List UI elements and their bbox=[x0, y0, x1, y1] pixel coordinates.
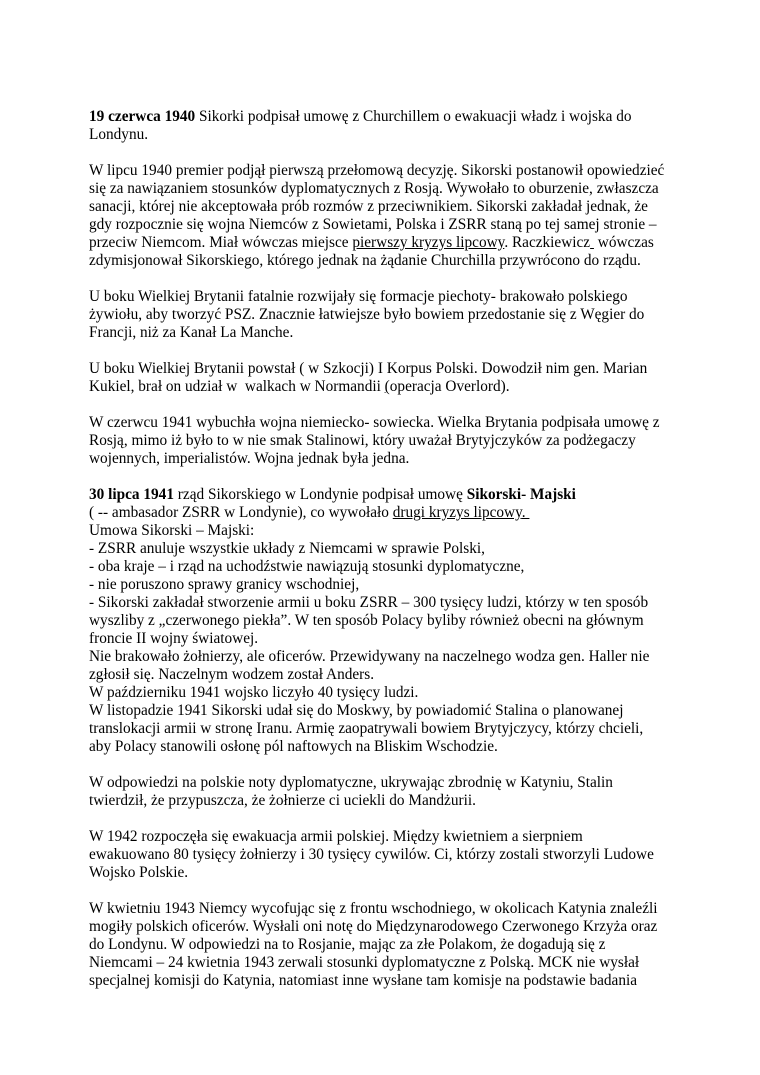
text-line: U boku Wielkiej Brytanii powstał ( w Szkocji) I Korpus Polski. Dowodził nim gen. Marian bbox=[89, 360, 648, 377]
text-line: W kwietniu 1943 Niemcy wycofując się z frontu wschodniego, w okolicach Katynia znaleźli bbox=[89, 900, 658, 917]
text-line: translokacji armii w stronę Iranu. Armię zaopatrywali bowiem Brytyjczycy, którzy chcieli, bbox=[89, 720, 644, 737]
list-item: - ZSRR anuluje wszystkie układy z Niemcami w sprawie Polski, bbox=[89, 540, 485, 557]
list-item: - oba kraje – i rząd na uchodźstwie nawiązują stosunki dyplomatyczne, bbox=[89, 558, 525, 575]
text-line: froncie II wojny światowej. bbox=[89, 630, 259, 647]
text-line: aby Polacy stanowili osłonę pól naftowych na Bliskim Wschodzie. bbox=[89, 738, 498, 755]
text-line: do Londynu. W odpowiedzi na to Rosjanie, mając za złe Polakom, że dogadują się z bbox=[89, 936, 606, 953]
text-line: 30 lipca 1941 rząd Sikorskiego w Londynie podpisał umowę Sikorski- Majski bbox=[89, 486, 576, 503]
text-line: Wojsko Polskie. bbox=[89, 864, 189, 881]
text-line: ( -- ambasador ZSRR w Londynie), co wywołało drugi kryzys lipcowy. bbox=[89, 504, 530, 521]
text-line: żywiołu, aby tworzyć PSZ. Znacznie łatwiejsze było bowiem przedostanie się z Węgier do bbox=[89, 306, 645, 323]
paragraph-sikorski-majski bbox=[89, 486, 685, 756]
text-line: W listopadzie 1941 Sikorski udał się do Moskwy, by powiadomić Stalina o planowanej bbox=[89, 702, 624, 719]
text-line: przeciw Niemcom. Miał wówczas miejsce pierwszy kryzys lipcowy. Raczkiewicz wówczas bbox=[89, 234, 654, 251]
date-heading: 30 lipca 1941 bbox=[89, 486, 174, 503]
underlined-term-second-crisis: drugi kryzys lipcowy bbox=[392, 504, 522, 521]
text-line: Francji, niż za Kanał La Manche. bbox=[89, 324, 294, 341]
text-line: Rosją, mimo iż było to w nie smak Stalinowi, który uważał Brytyjczyków za podżegaczy bbox=[89, 432, 636, 449]
paragraph-german-soviet-war bbox=[89, 414, 685, 468]
text-line: Umowa Sikorski – Majski: bbox=[89, 522, 255, 539]
text-line: wyszliby z „czerwonego piekła”. W ten sposób Polacy byliby również obecni na głównym bbox=[89, 612, 644, 629]
text-line: się za nawiązaniem stosunków dyplomatycznych z Rosją. Wywołało to oburzenie, zwłaszcza bbox=[89, 180, 659, 197]
text-line: W odpowiedzi na polskie noty dyplomatyczne, ukrywając zbrodnię w Katyniu, Stalin bbox=[89, 774, 613, 791]
paragraph-first-corps bbox=[89, 360, 685, 396]
text-line: wojennych, imperialistów. Wojna jednak była jedna. bbox=[89, 450, 410, 467]
text-line: gdy rozpocznie się wojna Niemców z Sowietami, Polska i ZSRR staną po tej samej stronie – bbox=[89, 216, 657, 233]
text-line: twierdził, że przypuszcza, że żołnierze ci uciekli do Mandżurii. bbox=[89, 792, 476, 809]
text-line: zdymisjonował Sikorskiego, którego jednak na żądanie Churchilla przywrócono do rządu. bbox=[89, 252, 641, 269]
underlined-term-first-crisis: pierwszy kryzys lipcowy bbox=[352, 234, 505, 251]
text-line: W czerwcu 1941 wybuchła wojna niemiecko- sowiecka. Wielka Brytania podpisała umowę z bbox=[89, 414, 660, 431]
list-item: - nie poruszono sprawy granicy wschodniej, bbox=[89, 576, 360, 593]
text-line: W 1942 rozpoczęła się ewakuacja armii polskiej. Między kwietniem a sierpniem bbox=[89, 828, 583, 845]
list-item: - Sikorski zakładał stworzenie armii u boku ZSRR – 300 tysięcy ludzi, którzy w ten sposób bbox=[89, 594, 649, 611]
text-line: zgłosił się. Naczelnym wodzem został Anders. bbox=[89, 666, 375, 683]
paragraph-katyn-discovery bbox=[89, 900, 685, 990]
text-line: Kukiel, brał on udział w walkach w Normandii (operacja Overlord). bbox=[89, 378, 510, 395]
agreement-name: Sikorski- Majski bbox=[466, 486, 576, 503]
text-line: Londynu. bbox=[89, 126, 149, 143]
text-line: mogiły polskich oficerów. Wysłali oni notę do Międzynarodowego Czerwonego Krzyża oraz bbox=[89, 918, 658, 935]
text-line: 19 czerwca 1940 Sikorki podpisał umowę z Churchillem o ewakuacji władz i wojska do bbox=[89, 108, 632, 125]
text-line: specjalnej komisji do Katynia, natomiast inne wysłane tam komisje na podstawie badania bbox=[89, 972, 638, 989]
text-line: W lipcu 1940 premier podjął pierwszą przełomową decyzję. Sikorski postanowił opowiedzieć bbox=[89, 162, 665, 179]
text-line: W październiku 1941 wojsko liczyło 40 tysięcy ludzi. bbox=[89, 684, 419, 701]
paragraph-katyn-notes bbox=[89, 774, 685, 810]
paragraph-evacuation-1942 bbox=[89, 828, 685, 882]
document-body bbox=[89, 108, 685, 1008]
paragraph-first-crisis bbox=[89, 162, 685, 270]
text-line: U boku Wielkiej Brytanii fatalnie rozwijały się formacje piechoty- brakowało polskiego bbox=[89, 288, 628, 305]
text-line: Niemcami – 24 kwietnia 1943 zerwali stosunki dyplomatyczne z Polską. MCK nie wysłał bbox=[89, 954, 640, 971]
paragraph-evacuation bbox=[89, 108, 685, 144]
text-line: sanacji, której nie akceptowała prób rozmów z przeciwnikiem. Sikorski zakładał jednak, że bbox=[89, 198, 648, 215]
text-line: Nie brakowało żołnierzy, ale oficerów. Przewidywany na naczelnego wodza gen. Haller nie bbox=[89, 648, 650, 665]
text-line: ewakuowano 80 tysięcy żołnierzy i 30 tysięcy cywilów. Ci, którzy zostali stworzyli Ludowe bbox=[89, 846, 654, 863]
date-heading: 19 czerwca 1940 bbox=[89, 108, 196, 125]
paragraph-infantry bbox=[89, 288, 685, 342]
